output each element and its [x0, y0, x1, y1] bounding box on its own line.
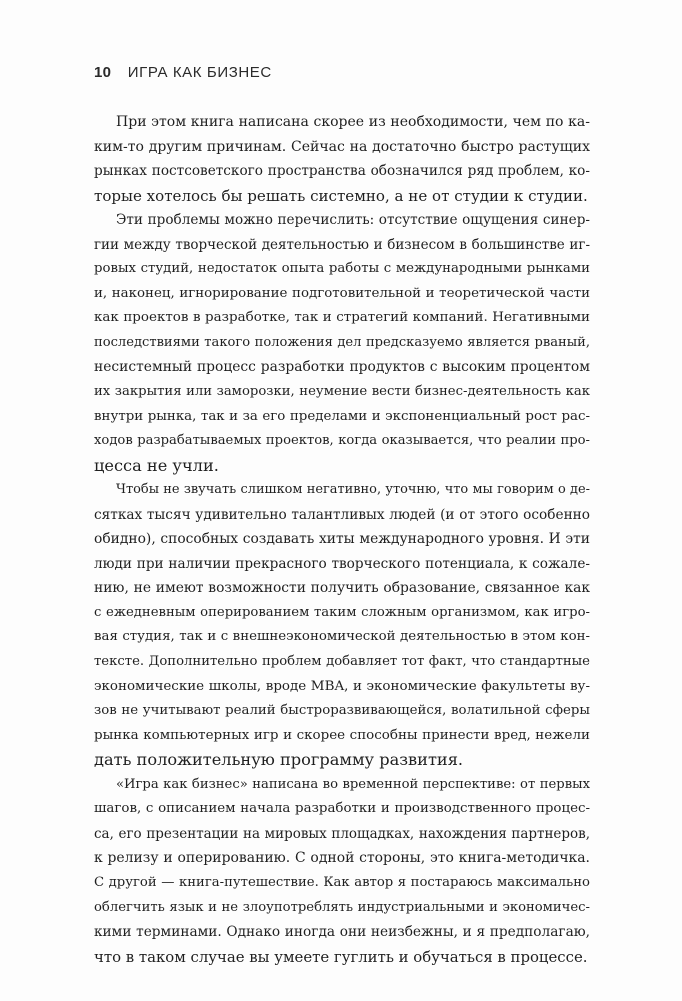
text-line: гии между творческой деятельностью и бизнесом в большинстве иг- [94, 236, 590, 253]
text-line: как проектов в разработке, так и стратегий компаний. Негативными [94, 310, 590, 326]
body-text [94, 110, 590, 969]
text-line: облегчить язык и не злоупотреблять индустриальными и экономичес- [94, 899, 590, 915]
text-line: рынка компьютерных игр и скорее способны принести вред, нежели [94, 727, 590, 743]
text-line: шагов, с описанием начала разработки и производственного процес- [94, 801, 590, 817]
text-line: При этом книга написана скорее из необходимости, чем по ка- [116, 114, 590, 130]
text-line: нию, не имеют возможности получить образование, связанное как [94, 580, 590, 597]
text-line: С другой — книга-путешествие. Как автор я постараюсь максимально [94, 874, 590, 890]
paragraph [94, 208, 590, 478]
text-line: Чтобы не звучать слишком негативно, уточню, что мы говорим о де- [116, 482, 590, 498]
text-line: что в таком случае вы умеете гуглить и обучаться в процессе. [94, 947, 588, 966]
text-line: ровых студий, недостаток опыта работы с международными рынками [94, 261, 590, 277]
text-line: «Игра как бизнес» написана во временной перспективе: от первых [116, 776, 590, 792]
text-line: зов не учитывают реалий быстроразвивающейся, волатильной сферы [94, 703, 590, 719]
text-line: дать положительную программу развития. [94, 750, 464, 770]
text-line: и, наконец, игнорирование подготовительной и теоретической части [94, 285, 590, 301]
text-line: к релизу и оперированию. С одной стороны, это книга-методичка. [94, 850, 590, 867]
text-line: ким-то другим причинам. Сейчас на достаточно быстро растущих [94, 138, 590, 155]
text-line: с ежедневным оперированием таким сложным организмом, как игро- [94, 604, 590, 620]
text-line: кими терминами. Однако иногда они неизбежны, и я предполагаю, [94, 924, 590, 941]
running-head [94, 64, 272, 81]
text-line: несистемный процесс разработки продуктов с высоким процентом [94, 359, 590, 376]
text-line: люди при наличии прекрасного творческого потенциала, к сожале- [94, 555, 590, 572]
text-line: са, его презентации на мировых площадках, нахождения партнеров, [94, 825, 590, 842]
text-line: экономические школы, вроде MBA, и экономические факультеты ву- [94, 678, 590, 694]
text-line: обидно), способных создавать хиты международного уровня. И эти [94, 531, 590, 548]
text-line: тексте. Дополнительно проблем добавляет тот факт, что стандартные [94, 654, 590, 670]
text-line: вая студия, так и с внешнеэкономической деятельностью в этом кон- [94, 629, 590, 645]
text-line: торые хотелось бы решать системно, а не от студии к студии. [94, 186, 588, 205]
paragraph [94, 110, 590, 208]
paragraph [94, 773, 590, 969]
text-line: Эти проблемы можно перечислить: отсутствие ощущения синер- [116, 212, 590, 229]
text-line: внутри рынка, так и за его пределами и экспоненциальный рост рас- [94, 408, 590, 424]
text-line: рынках постсоветского пространства обозначился ряд проблем, ко- [94, 163, 590, 180]
page-number: 10 [94, 64, 112, 81]
running-head-title: ИГРА КАК БИЗНЕС [127, 64, 272, 81]
text-line: цесса не учли. [94, 455, 219, 475]
text-line: ходов разрабатываемых проектов, когда оказывается, что реалии про- [94, 433, 590, 449]
text-line: последствиями такого положения дел предсказуемо является рваный, [94, 334, 590, 350]
paragraph [94, 478, 590, 773]
text-line: их закрытия или заморозки, неумение вести бизнес-деятельность как [94, 384, 590, 400]
text-line: сятках тысяч удивительно талантливых людей (и от этого особенно [94, 506, 590, 523]
